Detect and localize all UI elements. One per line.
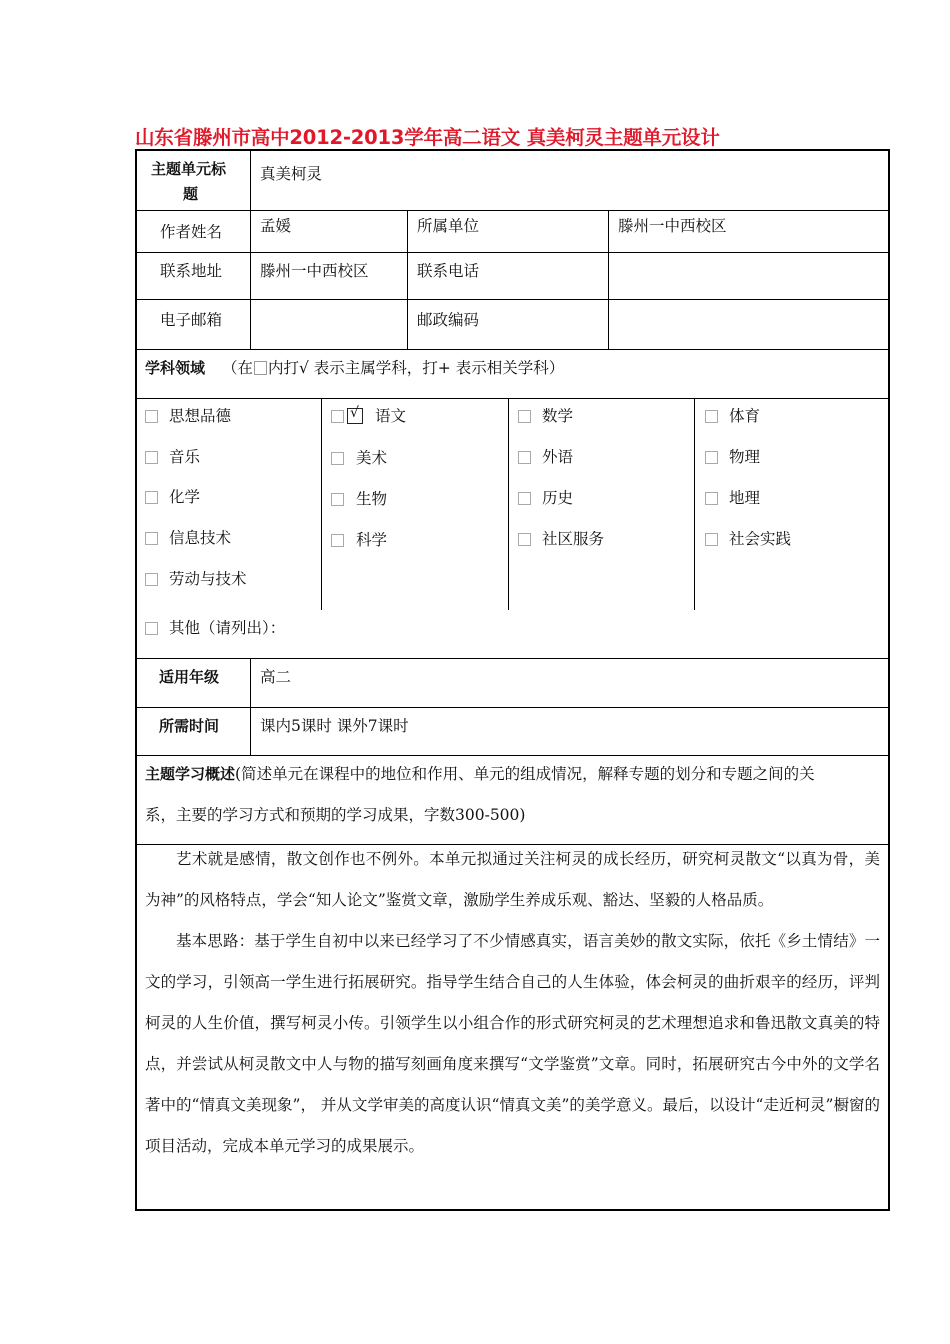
subject-option: 数学 (542, 407, 574, 425)
checkbox-icon[interactable] (518, 492, 531, 505)
org-label: 所属单位 (417, 217, 480, 235)
overview-header (145, 763, 815, 785)
overview-body (145, 839, 880, 1167)
checkbox-icon[interactable] (331, 452, 344, 465)
checkbox-icon[interactable] (145, 410, 158, 423)
subject-option: 社区服务 (542, 530, 605, 548)
author-label: 作者姓名 (160, 223, 223, 241)
subject-header (145, 357, 564, 379)
time-label: 所需时间 (159, 717, 220, 735)
org-value: 滕州一中西校区 (618, 217, 727, 235)
checkbox-icon[interactable] (331, 534, 344, 547)
grade-value: 高二 (260, 668, 292, 686)
subject-option: 地理 (729, 489, 761, 507)
checkbox-icon[interactable] (145, 451, 158, 464)
subject-header-after: 内打√ 表示主属学科，打+ 表示相关学科） (267, 359, 565, 377)
checkbox-icon[interactable] (705, 410, 718, 423)
phone-label: 联系电话 (417, 262, 480, 280)
subject-option: 生物 (356, 490, 388, 508)
subject-option: 化学 (169, 488, 201, 506)
check-mark-icon: √ (350, 405, 359, 421)
grade-label: 适用年级 (159, 668, 220, 686)
unit-title-label: 主题单元标 (151, 160, 227, 178)
subject-option: 信息技术 (169, 529, 232, 547)
unit-design-table (135, 149, 890, 1210)
overview-label: 主题学习概述 (145, 765, 236, 783)
checkbox-icon[interactable] (705, 533, 718, 546)
subject-option: 外语 (542, 448, 574, 466)
checkbox-icon[interactable] (518, 533, 531, 546)
checkbox-checked-icon[interactable] (347, 405, 363, 424)
subject-option: 历史 (542, 489, 574, 507)
document-title: 山东省滕州市高中2012-2013学年高二语文 真美柯灵主题单元设计 (135, 126, 720, 149)
postcode-label: 邮政编码 (417, 311, 480, 329)
subject-option: 体育 (729, 407, 761, 425)
checkbox-icon[interactable] (518, 451, 531, 464)
unit-title-label-wrap: 题 (183, 185, 199, 203)
overview-paragraph: 基本思路：基于学生自初中以来已经学习了不少情感真实，语言美妙的散文实际，依托《乡土情结》一文的学习，引领高一学生进行拓展研究。指导学生结合自己的人生体验，体会柯灵的曲折艰辛的经历，评判柯灵的人生价值，撰写柯灵小传。引领学生以小组合作的形式研究柯灵的艺术理想追求和鲁迅散文真美的特点，并尝试从柯灵散文中人与物的描写刻画角度来撰写“文学鉴赏”文章。同时，拓展研究古今中外的文学名著中的“情真文美现象”， 并从文学审美的高度认识“情真文美”的美学意义。最后，以设计“走近柯灵”橱窗的项目活动，完成本单元学习的成果展示。 (145, 932, 880, 1155)
email-label: 电子邮箱 (160, 311, 223, 329)
overview-description-line2: 系，主要的学习方式和预期的学习成果，字数300-500) (145, 806, 526, 824)
checkbox-icon[interactable] (145, 622, 158, 635)
author-value: 孟媛 (260, 217, 292, 235)
overview-paragraph: 艺术就是感情，散文创作也不例外。本单元拟通过关注柯灵的成长经历，研究柯灵散文“以真为骨，美为神”的风格特点，学会“知人论文”鉴赏文章，激励学生养成乐观、豁达、坚毅的人格品质。 (145, 850, 880, 909)
subject-option: 思想品德 (169, 407, 232, 425)
unit-title-value: 真美柯灵 (260, 165, 323, 183)
checkbox-icon[interactable] (145, 573, 158, 586)
subject-option: 音乐 (169, 448, 201, 466)
checkbox-icon[interactable] (331, 410, 344, 423)
address-label: 联系地址 (160, 262, 223, 280)
subject-option: 物理 (729, 448, 761, 466)
time-value: 课内5课时 课外7课时 (260, 717, 409, 735)
checkbox-icon[interactable] (331, 493, 344, 506)
subject-header-bold: 学科领域 (145, 359, 206, 377)
checkbox-icon[interactable] (145, 532, 158, 545)
subject-header-before: （在 (221, 359, 253, 377)
subject-option: 科学 (356, 531, 388, 549)
checkbox-icon[interactable] (145, 491, 158, 504)
checkbox-icon[interactable] (518, 410, 531, 423)
address-value: 滕州一中西校区 (260, 262, 369, 280)
checkbox-icon[interactable] (705, 492, 718, 505)
overview-description: (简述单元在课程中的地位和作用、单元的组成情况，解释专题的划分和专题之间的关 (235, 765, 815, 783)
subject-option: 美术 (356, 449, 388, 467)
subject-option-primary: 语文 (375, 407, 407, 425)
subject-option: 劳动与技术 (169, 570, 247, 588)
checkbox-sample-icon (254, 361, 267, 375)
subject-other: 其他（请列出）： (169, 619, 286, 637)
checkbox-icon[interactable] (705, 451, 718, 464)
subject-option: 社会实践 (729, 530, 792, 548)
